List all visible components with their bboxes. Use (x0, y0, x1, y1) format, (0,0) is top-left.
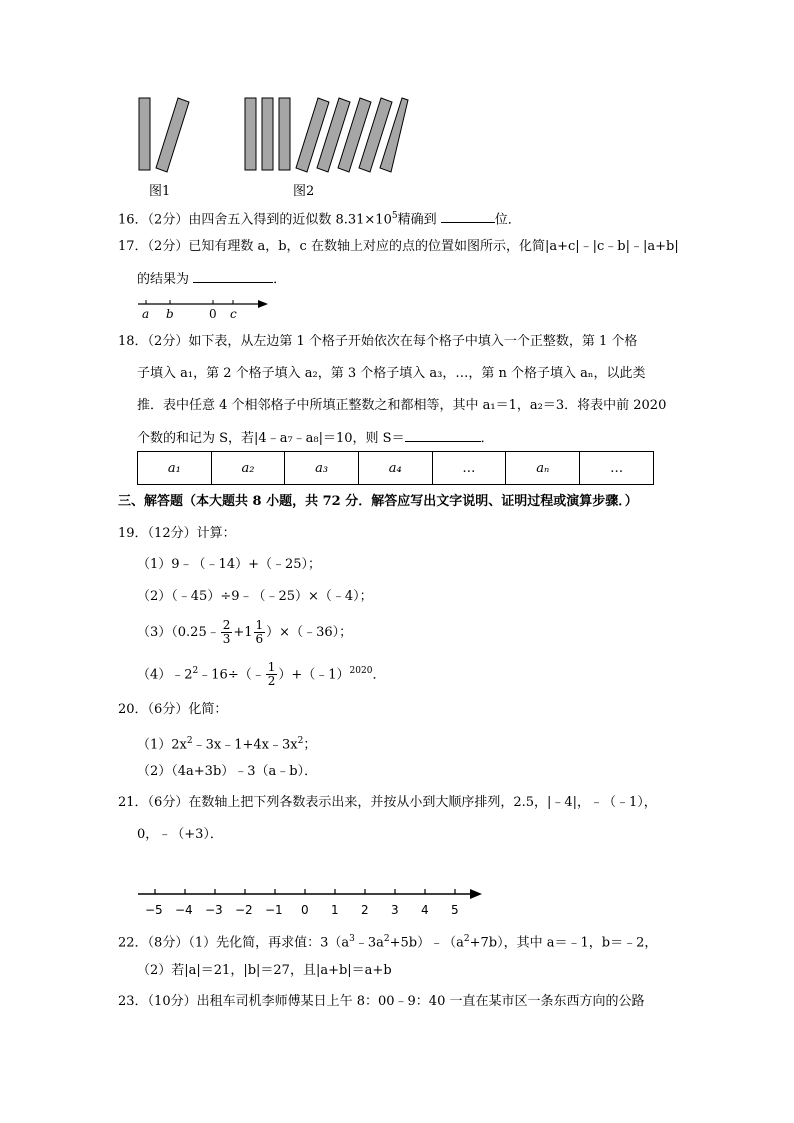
fig1-label: 图1 (149, 184, 171, 199)
q17-number-line (136, 295, 276, 321)
exponent: 2 (186, 736, 193, 746)
question-text: 在数轴上把下列各数表示出来，并按从小到大顺序排列，2.5，|﹣4|，﹣（﹣1）， (188, 795, 657, 810)
question-number: 19．（12分） (118, 526, 197, 541)
question-text: ． (273, 272, 287, 287)
fraction (254, 619, 266, 646)
question-text: 如下表，从左边第 1 个格子开始依次在每个格子中填入一个正整数，第 1 个格 (188, 334, 638, 349)
question-text: 由四舍五入得到的近似数 8.31×10 (188, 212, 392, 228)
q21-number-line (136, 884, 486, 900)
fig2-label: 图2 (293, 184, 315, 199)
question-text: 精确到 (397, 212, 437, 228)
table-row (138, 452, 654, 485)
fig1-upright-bar (139, 98, 150, 170)
tick-label: 2 (361, 903, 369, 917)
expr-text: ； (303, 737, 317, 753)
tick-label: −3 (205, 903, 223, 917)
axis-label-b: b (166, 307, 174, 321)
question-text: 的结果为 (137, 272, 190, 287)
question-number: 21．（6分） (118, 795, 189, 810)
question-22 (118, 929, 657, 953)
table-cell: … (580, 452, 654, 485)
tick-label: 3 (391, 903, 399, 917)
expr-text: +1 (233, 625, 253, 640)
table-cell: a₁ (138, 452, 212, 485)
expr-text: +5b）﹣（a (389, 935, 464, 951)
fraction-denominator: 2 (267, 674, 276, 689)
tick-label: 5 (451, 903, 459, 917)
expr-text: ﹣16÷（﹣ (198, 667, 265, 683)
tick-label: −2 (235, 903, 253, 917)
question-number: 17．（2分） (118, 239, 189, 254)
question-20 (118, 700, 227, 720)
question-text: 已知有理数 a，b，c 在数轴上对应的点的位置如图所示，化简|a+c|﹣|c﹣b|﹣|a+b| (188, 239, 679, 254)
question-19 (118, 524, 236, 544)
table-cell: a₂ (211, 452, 285, 485)
fraction-denominator: 3 (222, 632, 231, 646)
tick-label: −5 (145, 903, 163, 917)
fraction-numerator: 1 (255, 618, 264, 632)
fraction-numerator: 2 (222, 618, 231, 632)
expr-text: （4）﹣2 (137, 667, 193, 683)
axis-label-zero: 0 (209, 307, 217, 321)
fig2-upright-bar (279, 98, 290, 170)
exponent: 2 (383, 934, 390, 944)
expr-text: ． (372, 667, 386, 683)
question-18-line3: 推．表中任意 4 个相邻格子中所填正整数之和都相等，其中 a₁＝1，a₂＝3．将表中前 2020 (137, 398, 667, 413)
expr-text: （1）先化简，再求值：3（a (188, 935, 350, 951)
q20-part2: （2）（4a+3b）﹣3（a﹣b）． (137, 764, 318, 779)
question-18 (118, 332, 637, 352)
table-cell: a₃ (285, 452, 359, 485)
sequence-table (137, 451, 654, 485)
question-text: 计算： (196, 526, 236, 541)
tick-label: −1 (265, 903, 283, 917)
question-21-line2: 0，﹣（+3）． (137, 827, 223, 842)
fig1-slanted-bar (156, 98, 189, 172)
expr-text: ﹣3a (354, 935, 384, 951)
answer-blank[interactable] (193, 268, 273, 283)
expr-text: ﹣3x﹣1+4x﹣3x (192, 737, 298, 753)
table-cell: a₄ (358, 452, 432, 485)
tick-label: 4 (421, 903, 429, 917)
exponent: 2 (463, 934, 470, 944)
fraction-numerator: 1 (267, 660, 276, 675)
table-cell: … (432, 452, 506, 485)
q20-part1 (137, 731, 316, 755)
question-text: 位． (494, 212, 521, 228)
tick-label: 0 (301, 903, 309, 917)
question-text: 化简： (188, 702, 228, 717)
question-17 (118, 237, 679, 257)
axis-label-c: c (230, 307, 237, 321)
question-18-line4 (137, 427, 494, 449)
fraction (266, 661, 278, 688)
question-text: ． (480, 431, 494, 446)
question-number: 18．（2分） (118, 334, 189, 349)
q19-part3 (137, 618, 352, 648)
question-21 (118, 793, 657, 813)
answer-blank[interactable] (441, 208, 495, 223)
q19-part4 (137, 656, 385, 690)
exponent: 3 (349, 934, 355, 944)
question-16 (118, 206, 521, 230)
fraction (221, 619, 233, 646)
expr-text: （3）（0.25﹣ (137, 625, 220, 640)
tick-label: −4 (175, 903, 193, 917)
table-cell: aₙ (506, 452, 580, 485)
exponent: 2 (192, 666, 199, 676)
expr-text: +7b），其中 a＝﹣1，b＝﹣2， (469, 935, 658, 951)
expr-text: ）×（﹣36）； (266, 625, 353, 640)
fig2-upright-bar (245, 98, 256, 170)
answer-blank[interactable] (405, 427, 481, 442)
question-23 (118, 992, 645, 1012)
fraction-denominator: 6 (255, 632, 264, 646)
figure-rectangles (130, 92, 410, 182)
question-text: 个数的和记为 S，若|4﹣a₇﹣a₈|＝10，则 S＝ (137, 431, 405, 446)
q19-part1: （1）9﹣（﹣14）+（﹣25）； (137, 557, 322, 572)
exponent: 2 (297, 736, 304, 746)
question-text: 出租车司机李师傅某日上午 8：00﹣9：40 一直在某市区一条东西方向的公路 (196, 994, 645, 1009)
axis-label-a: a (142, 307, 150, 321)
question-number: 23．（10分） (118, 994, 197, 1009)
tick-label: 1 (331, 903, 339, 917)
fig2-upright-bar (262, 98, 273, 170)
question-number: 16．（2分） (118, 212, 189, 228)
question-number: 20．（6分） (118, 702, 189, 717)
q19-part2: （2）（﹣45）÷9﹣（﹣25）×（﹣4）； (137, 589, 373, 604)
question-18-line2: 子填入 a₁，第 2 个格子填入 a₂，第 3 个格子填入 a₃，…，第 n 个格子填入 aₙ，以此类 (137, 366, 646, 381)
exponent: 2020 (349, 666, 373, 676)
expr-text: ）+（﹣1） (278, 667, 350, 683)
exponent: 5 (391, 211, 398, 221)
expr-text: （1）2x (137, 737, 187, 753)
section-heading: 三、解答题（本大题共 8 小题，共 72 分．解答应写出文字说明、证明过程或演算步骤．） (118, 494, 638, 509)
question-number: 22．（8分） (118, 935, 189, 951)
question-17-line2 (137, 268, 286, 290)
q22-part2: （2）若|a|＝21，|b|＝27，且|a+b|＝a+b (137, 963, 392, 978)
